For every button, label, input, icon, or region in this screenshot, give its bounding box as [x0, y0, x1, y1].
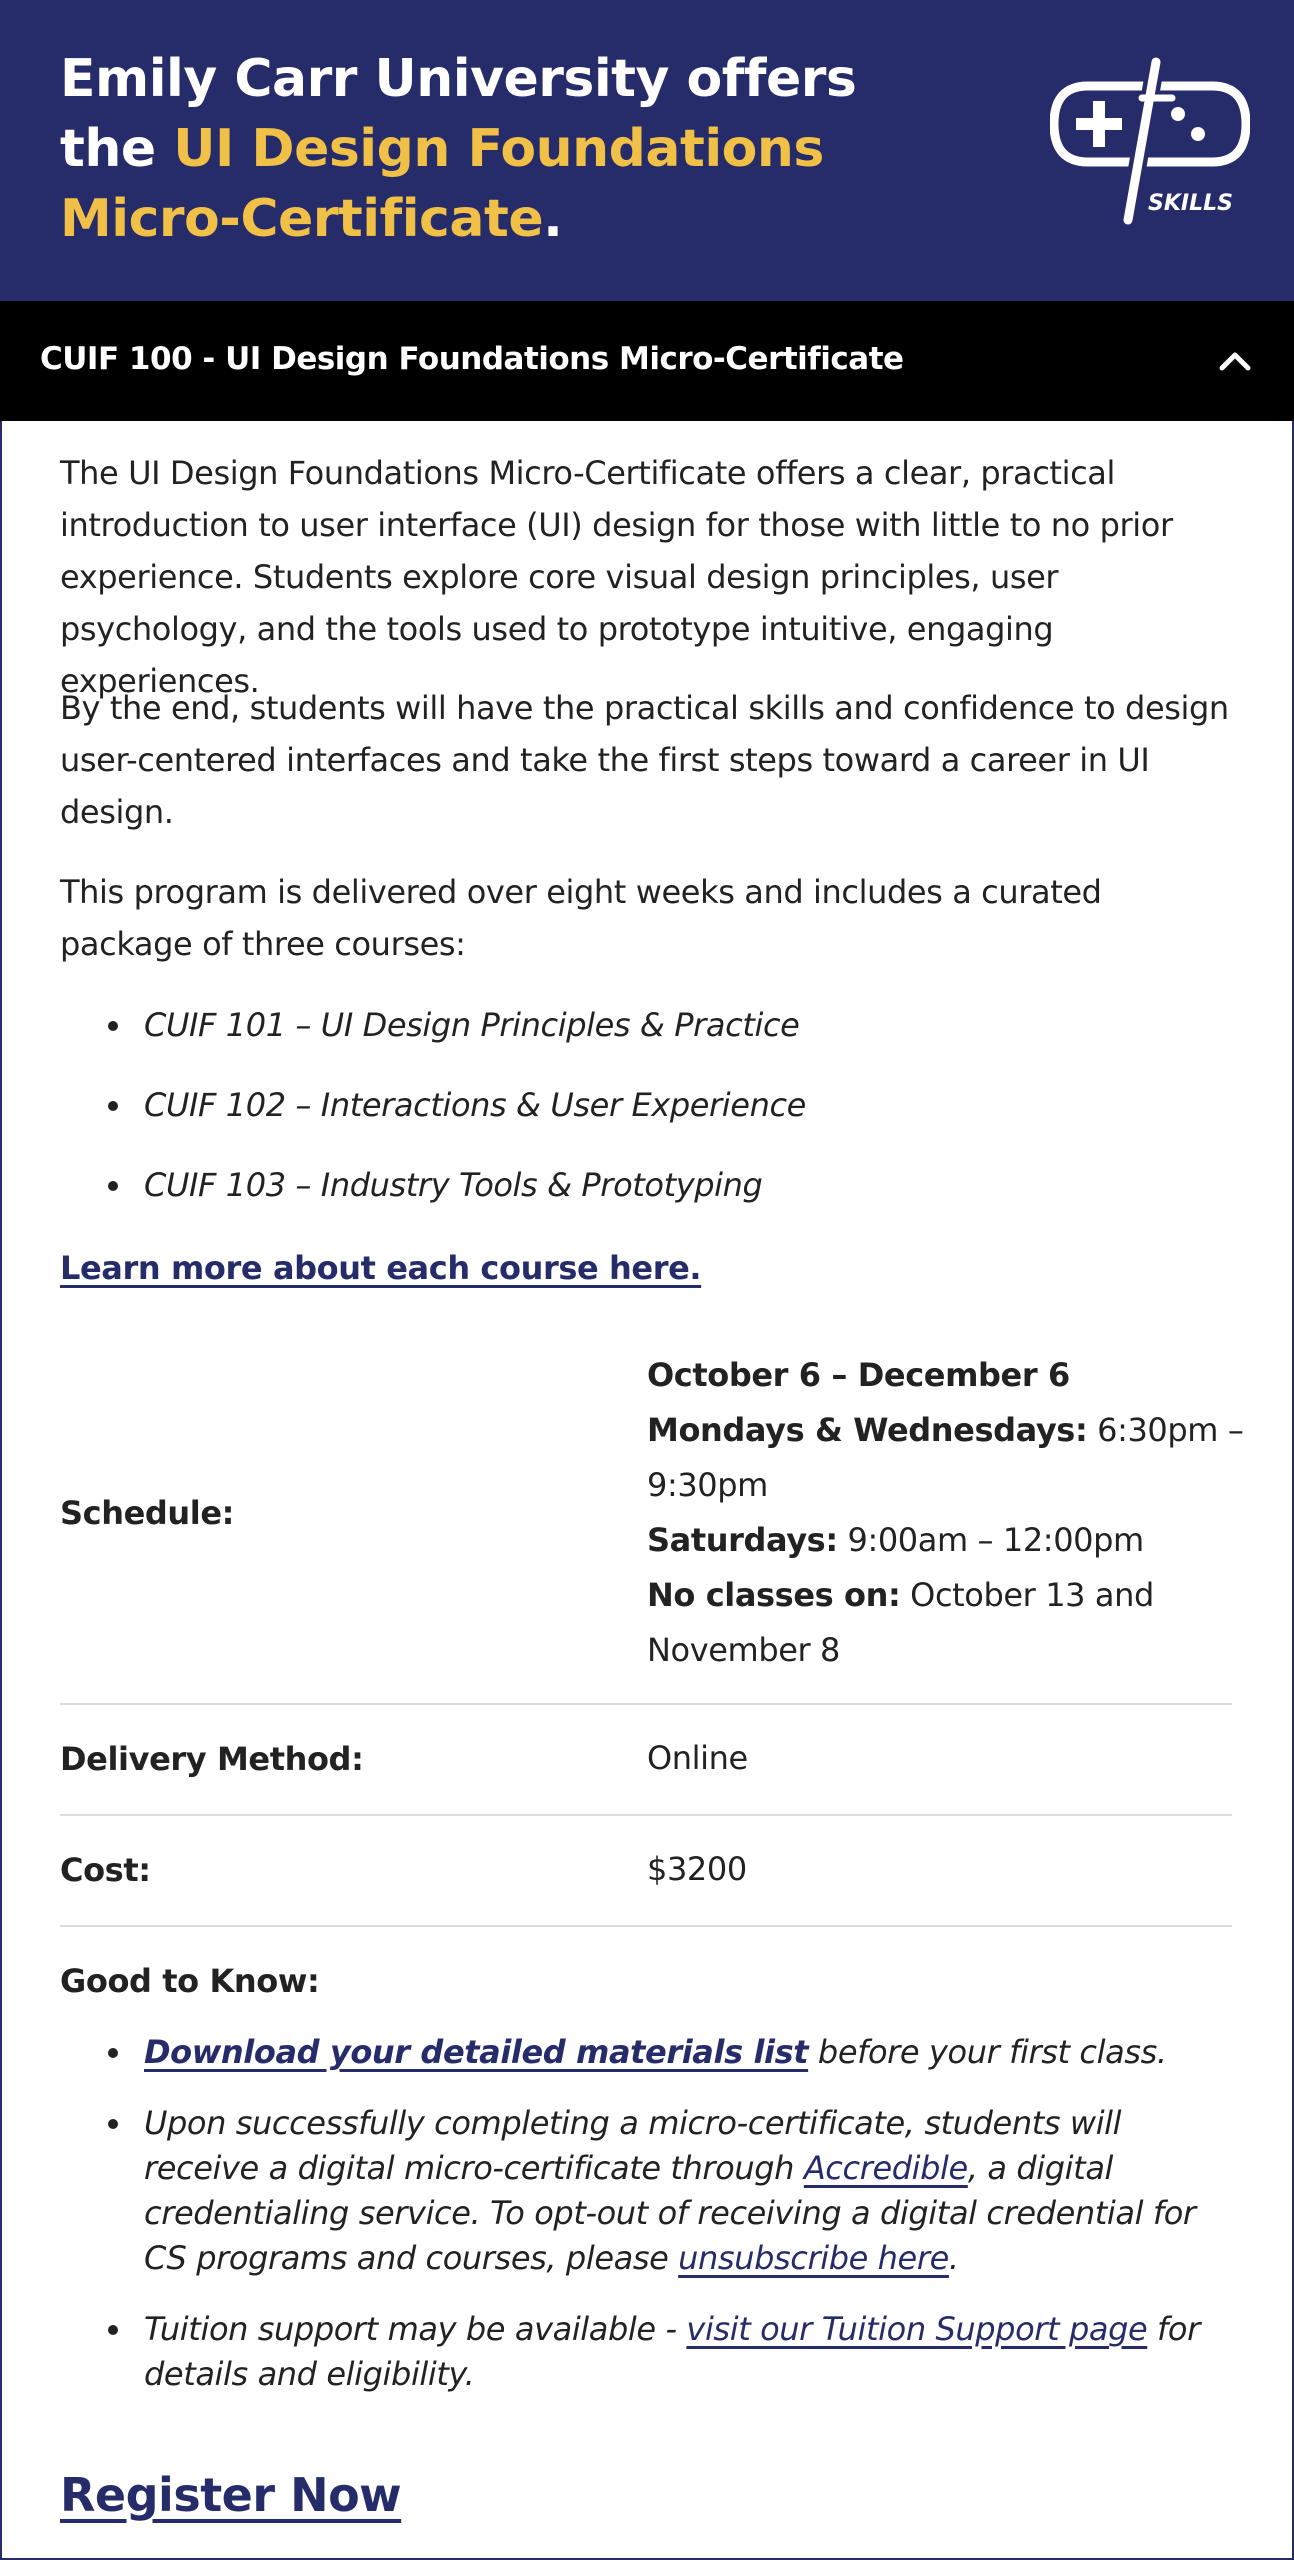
gd-skills-logo: [1050, 52, 1250, 232]
list-item: CUIF 101 – UI Design Principles & Practice: [60, 1000, 1240, 1080]
item3-text-a: Tuition support may be available -: [144, 2310, 687, 2348]
banner-title-highlight: UI Design Foundations Micro-Certificate: [60, 119, 824, 249]
tuition-support-link[interactable]: visit our Tuition Support page: [686, 2310, 1148, 2348]
no-class-dates: October 13 and November 8: [647, 1576, 1154, 1669]
banner-title: [60, 44, 960, 254]
schedule-weekdays: [647, 1403, 1247, 1513]
item2-text-b: , a digital credentialing service. To opt-out of receiving a digital credential for CS programs and courses, please: [144, 2149, 1196, 2277]
item3-text-b: for details and eligibility.: [144, 2310, 1200, 2393]
course-list: [60, 1000, 1240, 1240]
weekday-label: Mondays & Wednesdays:: [647, 1411, 1088, 1449]
good-to-know-list: [60, 2030, 1240, 2397]
weekday-time: 6:30pm – 9:30pm: [647, 1411, 1244, 1504]
hero-banner: [0, 0, 1294, 301]
item2-text-c: .: [948, 2239, 959, 2277]
banner-title-suffix: .: [543, 189, 563, 249]
schedule-saturdays: [647, 1513, 1247, 1568]
outcome-paragraph: By the end, students will have the practical skills and confidence to design user-centered interfaces and take the first steps toward a career in UI design.: [60, 689, 1229, 831]
saturday-label: Saturdays:: [647, 1521, 838, 1559]
list-item: [60, 2307, 1240, 2397]
delivery-label: Delivery Method:: [60, 1740, 364, 1778]
intro-paragraph: The UI Design Foundations Micro-Certificate offers a clear, practical introduction to user interface (UI) design for those with little to no prior experience. Students explore core visual design principles, user psychology, and the tools used to prototype intuitive, engaging experiences.: [60, 454, 1173, 700]
list-item: [60, 2101, 1240, 2281]
cost-label: Cost:: [60, 1851, 151, 1889]
divider: [60, 1925, 1232, 1927]
good-to-know-label: Good to Know:: [60, 1962, 320, 2000]
materials-list-link[interactable]: Download your detailed materials list: [144, 2033, 809, 2071]
unsubscribe-link[interactable]: unsubscribe here: [678, 2239, 949, 2277]
saturday-time: 9:00am – 12:00pm: [837, 1521, 1144, 1559]
accordion-header[interactable]: [0, 301, 1294, 421]
list-item: [60, 2030, 1240, 2075]
divider: [60, 1814, 1232, 1816]
delivery-value: Online: [647, 1739, 748, 1777]
banner-title-prefix: Emily Carr University offers the: [60, 49, 857, 179]
item2-text-a: Upon successfully completing a micro-certificate, students will receive a digital micro-certificate through: [144, 2104, 1122, 2187]
schedule-dates: [647, 1348, 1247, 1403]
accredible-link[interactable]: Accredible: [803, 2149, 968, 2187]
learn-more-link[interactable]: Learn more about each course here.: [60, 1249, 702, 1287]
register-now-link[interactable]: Register Now: [60, 2468, 402, 2522]
no-class-label: No classes on:: [647, 1576, 901, 1614]
chevron-up-icon[interactable]: [1218, 346, 1252, 376]
divider: [60, 1703, 1232, 1705]
accordion-title: CUIF 100 - UI Design Foundations Micro-Certificate: [40, 341, 904, 377]
schedule-value: [647, 1348, 1247, 1678]
item1-text: before your first class.: [808, 2033, 1167, 2071]
schedule-no-classes: [647, 1568, 1247, 1678]
list-item: CUIF 103 – Industry Tools & Prototyping: [60, 1160, 1240, 1240]
program-paragraph: This program is delivered over eight weeks and includes a curated package of three courses:: [60, 873, 1102, 963]
schedule-dates-text: October 6 – December 6: [647, 1356, 1070, 1394]
logo-text: SKILLS: [1148, 191, 1233, 216]
list-item: CUIF 102 – Interactions & User Experience: [60, 1080, 1240, 1160]
cost-value: $3200: [647, 1850, 747, 1888]
schedule-label: Schedule:: [60, 1494, 235, 1532]
